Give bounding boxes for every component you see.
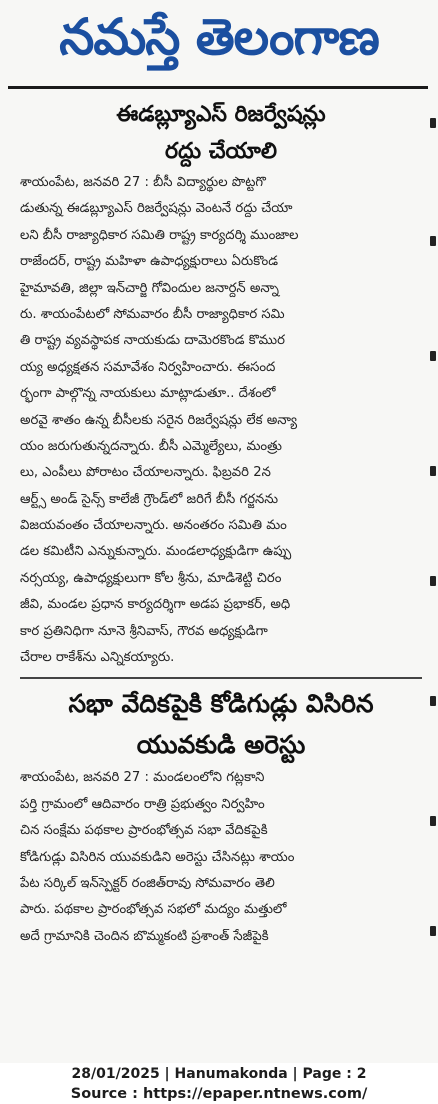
adjacent-text-fragment [430,576,436,586]
article-2-body-line: కోడిగుడ్లు విసిరిన యువకుడిని అరెస్టు చేసినట్లు శాయం [20,849,295,865]
article-1-body-line: డల కమిటీని ఎన్నుకున్నారు. మండలాధ్యక్షుడిగా ఉప్పు [20,544,292,560]
adjacent-text-fragment [430,816,436,826]
newspaper-masthead: నమస్తే తెలంగాణ [59,7,379,66]
source-link[interactable]: Source : https://epaper.ntnews.com/ [70,1086,368,1102]
article-2-headline-line-2: యువకుడి అరెస్టు [136,730,306,760]
article-1-body-line: రు. శాయంపేటలో సోమవారం బీసీ రాజ్యాధికార సమి [20,306,285,322]
article-2-body-line: శాయంపేట, జనవరి 27 : మండలంలోని గట్లకాని [20,770,265,786]
article-1-body-line: లని బీసీ రాజ్యాధికార సమితి రాష్ట్ర కార్యదర్శి ముంజాల [20,227,299,243]
article-1-body-line: తి రాష్ట్ర వ్యవస్థాపక నాయకుడు దామెరకొండ కొముర [20,333,285,349]
adjacent-text-fragment [430,351,436,361]
adjacent-text-fragment [430,696,436,706]
article-2-body [20,765,422,950]
article-1-body-line: రాజేందర్, రాష్ట్ర మహిళా ఉపాధ్యక్షురాలు ఏరుకొండ [20,254,278,270]
article-1-body [20,170,422,671]
article-column [20,96,422,950]
article-1-body-line: విజయవంతం చేయాలన్నారు. అనంతరం సమితి మం [20,518,287,534]
article-1-body-line: జీవి, మండల ప్రధాన కార్యదర్శిగా అడప ప్రభాకర్, అధి [20,597,291,613]
article-2-body-line: పేట సర్కిల్ ఇన్‌స్పెక్టర్ రంజిత్‌రావు సోమవారం తెలి [20,875,275,891]
article-1-body-line: ర్భంగా పాల్గొన్న నాయకులు మాట్లాడుతూ.. దేశంలో [20,386,276,402]
article-1-body-line: డుతున్న ఈడబ్ల్యూఎస్ రిజర్వేషన్లు వెంటనే రద్దు చేయా [20,201,293,217]
article-2-body-line: పారు. పథకాల ప్రారంభోత్సవ సభలో మద్యం మత్తులో [20,902,287,918]
article-1 [20,96,422,671]
article-1-body-line: శాయంపేట, జనవరి 27 : బీసీ విద్యార్థుల పొట్టగొ [20,175,266,190]
article-2-body-line: అదే గ్రామానికి చెందిన బొమ్మకంటి ప్రశాంత్ సేజీపైకి [20,928,269,944]
article-1-body-line: చేరాల రాకేశ్‌ను ఎన్నికయ్యారు. [20,650,175,666]
article-1-body-line: కార ప్రతినిధిగా నూనె శ్రీనివాస్, గౌరవ అధ్యక్షుడిగా [20,623,268,639]
adjacent-column-edge [428,96,438,1056]
article-1-body-line: య్య అధ్యక్షతన సమావేశం నిర్వహించారు. ఈసంద [20,359,276,375]
article-1-body-line: ఆర్ట్స్ అండ్ సైన్స్ కాలేజీ గ్రౌండ్‌లో జరిగే బీసీ గర్జనను [20,491,279,507]
clipping-footer [0,1064,438,1104]
article-2-body-line: చిన సంక్షేమ పథకాల ప్రారంభోత్సవ సభా వేదికపైకి [20,823,268,839]
article-1-body-line: హైమావతి, జిల్లా ఇన్‌చార్జి గోవిందుల జనార్దన్ అన్నా [20,280,279,296]
edition-info: 28/01/2025 | Hanumakonda | Page : 2 [71,1066,367,1082]
article-1-body-line: యం జరుగుతున్నదన్నారు. బీసీ ఎమ్మెల్యేలు, మంత్రు [20,438,282,454]
article-1-body-line: లు, ఎంపీలు పోరాటం చేయాలన్నారు. ఫిబ్రవరి 2న [20,465,271,481]
article-1-headline-line-1: ఈడబ్ల్యూఎస్ రిజర్వేషన్లు [116,102,326,127]
adjacent-text-fragment [430,466,436,476]
article-2 [20,683,422,950]
article-divider [20,677,422,679]
adjacent-text-fragment [430,118,436,128]
article-2-headline-line-1: సభా వేదికపైకి కోడిగుడ్లు విసిరిన [68,689,374,719]
article-1-headline-line-2: రద్దు చేయాలి [164,139,278,164]
article-2-body-line: పర్తి గ్రామంలో ఆదివారం రాత్రి ప్రభుత్వం నిర్వహిం [20,796,265,812]
adjacent-text-fragment [430,236,436,246]
masthead-rule [8,86,428,89]
article-1-body-line: నర్సయ్య, ఉపాధ్యక్షులుగా కోల శ్రీను, మాడిశెట్టి చిరం [20,570,282,586]
article-1-body-line: అరవై శాతం ఉన్న బీసీలకు సరైన రిజర్వేషన్లు లేక అన్యా [20,412,297,428]
adjacent-text-fragment [430,926,436,936]
